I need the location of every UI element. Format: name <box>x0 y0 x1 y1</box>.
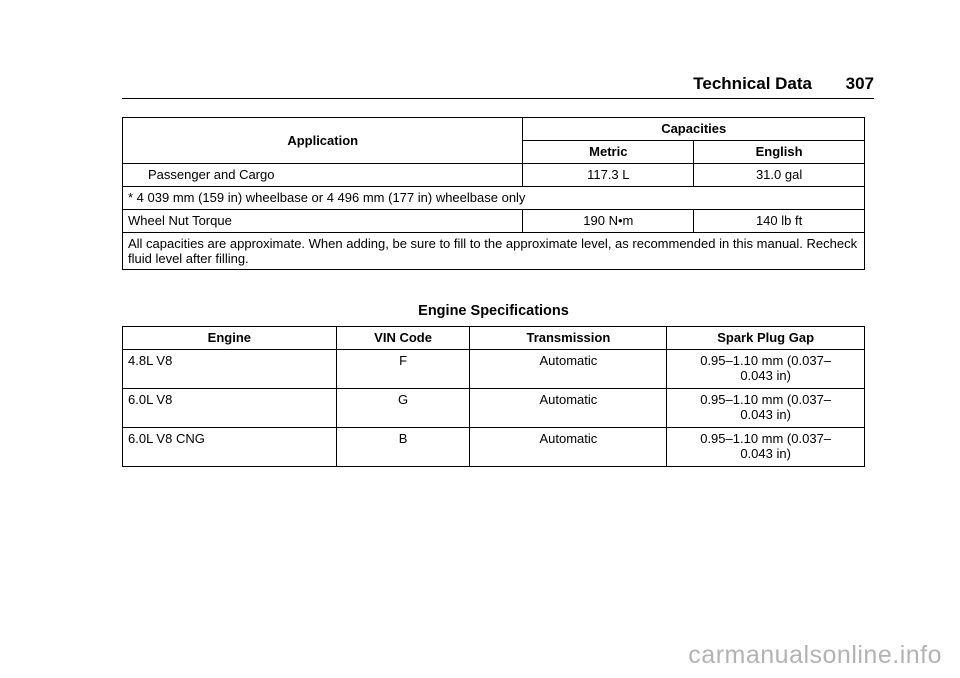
table-row <box>123 164 865 187</box>
engine-cell: 6.0L V8 CNG <box>123 428 337 467</box>
spark-plug-gap-cell <box>667 350 865 389</box>
table-row <box>123 233 865 270</box>
page-header <box>122 70 874 99</box>
english-cell: 140 lb ft <box>694 210 865 233</box>
capacities-table <box>122 117 865 270</box>
page-title: Technical Data <box>693 74 812 93</box>
vin-cell: F <box>336 350 470 389</box>
section-heading: Engine Specifications <box>418 303 569 319</box>
col-header-english: English <box>694 141 865 164</box>
gap-line-2: 0.043 in) <box>740 446 791 461</box>
vin-cell: G <box>336 389 470 428</box>
capacities-note: All capacities are approximate. When adding, be sure to fill to the approximate level, as recommended in this manual. Recheck fluid level after filling. <box>123 233 865 270</box>
metric-cell: 190 N•m <box>523 210 694 233</box>
application-cell: Passenger and Cargo <box>123 164 523 187</box>
col-header-vin: VIN Code <box>336 327 470 350</box>
table-row <box>123 187 865 210</box>
application-cell: Wheel Nut Torque <box>123 210 523 233</box>
engine-cell: 6.0L V8 <box>123 389 337 428</box>
metric-cell: 117.3 L <box>523 164 694 187</box>
english-cell: 31.0 gal <box>694 164 865 187</box>
spark-plug-gap-cell <box>667 428 865 467</box>
gap-line-2: 0.043 in) <box>740 407 791 422</box>
gap-line-1: 0.95–1.10 mm (0.037– <box>700 431 832 446</box>
transmission-cell: Automatic <box>470 428 667 467</box>
table-row <box>123 350 865 389</box>
col-header-engine: Engine <box>123 327 337 350</box>
col-header-transmission: Transmission <box>470 327 667 350</box>
engine-cell: 4.8L V8 <box>123 350 337 389</box>
table-row <box>123 428 865 467</box>
gap-line-1: 0.95–1.10 mm (0.037– <box>700 353 832 368</box>
spark-plug-gap-cell <box>667 389 865 428</box>
gap-line-1: 0.95–1.10 mm (0.037– <box>700 392 832 407</box>
transmission-cell: Automatic <box>470 350 667 389</box>
gap-line-2: 0.043 in) <box>740 368 791 383</box>
wheelbase-note: * 4 039 mm (159 in) wheelbase or 4 496 mm (177 in) wheelbase only <box>123 187 865 210</box>
col-header-capacities: Capacities <box>523 118 865 141</box>
table-row <box>123 210 865 233</box>
watermark: carmanualsonline.info <box>688 641 942 669</box>
transmission-cell: Automatic <box>470 389 667 428</box>
engine-spec-table <box>122 326 865 467</box>
col-header-metric: Metric <box>523 141 694 164</box>
table-row <box>123 389 865 428</box>
col-header-spark-plug-gap: Spark Plug Gap <box>667 327 865 350</box>
page-number: 307 <box>845 74 874 93</box>
vin-cell: B <box>336 428 470 467</box>
col-header-application: Application <box>123 118 523 164</box>
